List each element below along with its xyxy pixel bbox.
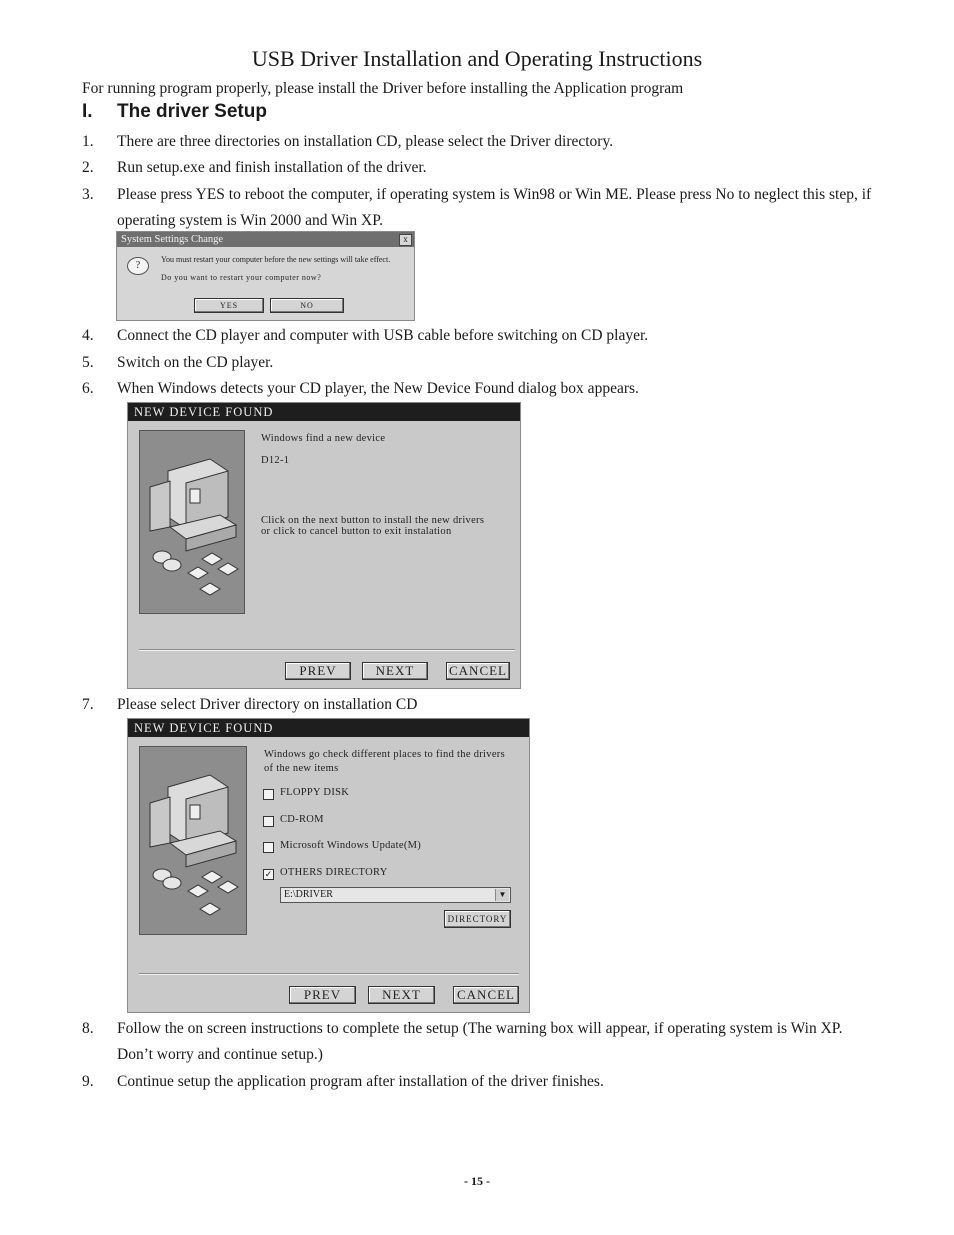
page-title: USB Driver Installation and Operating Instructions [251, 46, 703, 71]
directory-button[interactable]: DIRECTORY [444, 910, 511, 928]
computer-cd-icon [140, 431, 244, 613]
cancel-button[interactable]: CANCEL [446, 662, 510, 680]
dialog-divider [139, 973, 519, 975]
new-device-found-dialog [127, 402, 521, 689]
page-number: - 15 - [464, 1174, 490, 1188]
others-directory-checkbox[interactable] [263, 869, 274, 880]
step-number: 8. [82, 1020, 94, 1037]
step-text: There are three directories on installation CD, please select the Driver directory. [117, 133, 614, 150]
dialog-titlebar: System Settings Change [117, 232, 414, 247]
checkmark-icon: ✓ [264, 869, 273, 879]
computer-cd-icon [140, 747, 246, 934]
prev-button[interactable]: PREV [285, 662, 351, 680]
step-8 [82, 1016, 872, 1068]
next-button[interactable]: NEXT [362, 662, 428, 680]
step-text: Connect the CD player and computer with USB cable before switching on CD player. [117, 327, 649, 344]
prev-button[interactable]: PREV [289, 986, 356, 1004]
computer-illustration-panel [139, 746, 247, 935]
directory-path-value: E:\DRIVER [284, 889, 333, 900]
cancel-button[interactable]: CANCEL [453, 986, 519, 1004]
dialog-titlebar: NEW DEVICE FOUND [128, 719, 529, 737]
directory-path-select[interactable] [280, 887, 511, 903]
intro-text: For running program properly, please install the Driver before installing the Application program [82, 80, 684, 97]
step-9 [82, 1069, 872, 1095]
step-7 [82, 692, 872, 718]
windows-update-checkbox[interactable] [263, 842, 274, 853]
step-text: Run setup.exe and finish installation of the driver. [117, 159, 427, 176]
dialog-message: You must restart your computer before the new settings will take effect. [161, 255, 391, 264]
step-2 [82, 155, 872, 181]
next-button[interactable]: NEXT [368, 986, 435, 1004]
step-text: Please select Driver directory on installation CD [117, 696, 418, 713]
floppy-disk-checkbox[interactable] [263, 789, 274, 800]
dialog-message: Windows find a new device [261, 433, 386, 444]
others-directory-label: OTHERS DIRECTORY [280, 867, 388, 878]
step-3 [82, 182, 872, 234]
dialog-message: Windows go check different places to find the drivers [264, 749, 505, 760]
step-number: 5. [82, 354, 94, 371]
step-text: When Windows detects your CD player, the New Device Found dialog box appears. [117, 380, 639, 397]
step-4 [82, 323, 872, 349]
cd-rom-checkbox[interactable] [263, 816, 274, 827]
floppy-disk-label: FLOPPY DISK [280, 787, 350, 798]
step-number: 6. [82, 380, 94, 397]
no-button[interactable]: NO [270, 298, 344, 313]
computer-illustration-panel [139, 430, 245, 614]
step-5 [82, 350, 872, 376]
step-6 [82, 376, 872, 402]
dialog-message-2: of the new items [264, 763, 339, 774]
step-text: Please press YES to reboot the computer, if operating system is Win98 or Win ME. Please press No to neglect this step, if operating system is Win 2000 and Win XP. [117, 186, 872, 229]
device-name: D12-1 [261, 455, 290, 466]
step-number: 2. [82, 159, 94, 176]
step-number: 4. [82, 327, 94, 344]
system-settings-dialog [116, 231, 415, 321]
step-text: Continue setup the application program after installation of the driver finishes. [117, 1073, 604, 1090]
step-number: 3. [82, 186, 94, 203]
new-device-search-dialog [127, 718, 530, 1013]
chevron-down-icon[interactable]: ▼ [495, 889, 509, 901]
step-text: Switch on the CD player. [117, 354, 274, 371]
dialog-titlebar: NEW DEVICE FOUND [128, 403, 520, 421]
close-icon[interactable]: x [399, 234, 412, 246]
step-1 [82, 129, 872, 155]
question-icon: ? [127, 257, 149, 275]
step-text: Follow the on screen instructions to complete the setup (The warning box will appear, if operating system is Win XP. Don’t worry and continue setup.) [117, 1020, 843, 1063]
section-heading [82, 101, 267, 123]
windows-update-label: Microsoft Windows Update(M) [280, 840, 422, 851]
yes-button[interactable]: YES [194, 298, 264, 313]
step-number: 1. [82, 133, 94, 150]
dialog-instruction: Click on the next button to install the new drivers [261, 515, 485, 526]
dialog-divider [139, 649, 515, 651]
section-title: The driver Setup [117, 101, 267, 122]
section-number: I. [82, 101, 93, 122]
cd-rom-label: CD-ROM [280, 814, 324, 825]
step-number: 9. [82, 1073, 94, 1090]
dialog-question: Do you want to restart your computer now? [161, 273, 322, 282]
dialog-instruction-2: or click to cancel button to exit instalation [261, 526, 452, 537]
step-number: 7. [82, 696, 94, 713]
